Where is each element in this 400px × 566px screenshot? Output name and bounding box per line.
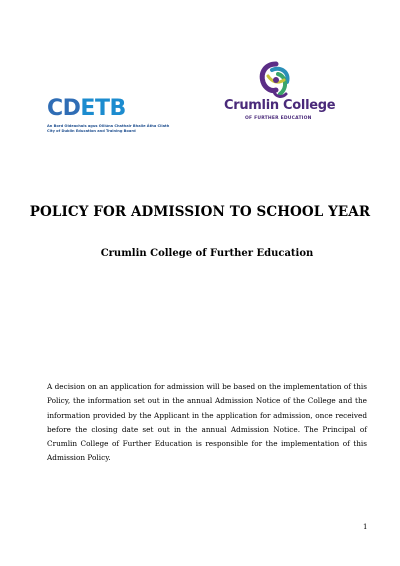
page-number: 1 bbox=[363, 523, 368, 531]
document-body-paragraph: A decision on an application for admission will be based on the implementation of this Policy, the information set out in the annual Admission Notice of the College and the information provided by the Applicant in the application for admission, once received before the closing date set out in the annual Admission Notice. The Principal of Crumlin College of Further Education is responsible for the implementation of this Admission Policy. bbox=[47, 382, 367, 463]
document-title: POLICY FOR ADMISSION TO SCHOOL YEAR bbox=[29, 204, 371, 220]
cdetb-logo bbox=[47, 96, 170, 147]
cdetb-logo-etb: ETB bbox=[80, 96, 126, 121]
cdetb-logo-wordmark bbox=[47, 97, 157, 121]
crumlin-college-name: Crumlin College bbox=[224, 98, 336, 113]
crumlin-college-emblem-icon bbox=[254, 60, 298, 100]
document-subtitle: Crumlin College of Further Education bbox=[100, 248, 314, 259]
crumlin-college-logo bbox=[224, 60, 334, 126]
crumlin-college-tagline: OF FURTHER EDUCATION bbox=[245, 116, 312, 121]
cdetb-logo-subtitle-line2: City of Dublin Education and Training Board bbox=[47, 129, 136, 133]
cdetb-logo-cd: CD bbox=[47, 96, 81, 121]
cdetb-logo-subtitle-line1: An Bord Oideachais agus Oiliúna Chathair Bhaile Átha Cliath bbox=[47, 124, 170, 128]
